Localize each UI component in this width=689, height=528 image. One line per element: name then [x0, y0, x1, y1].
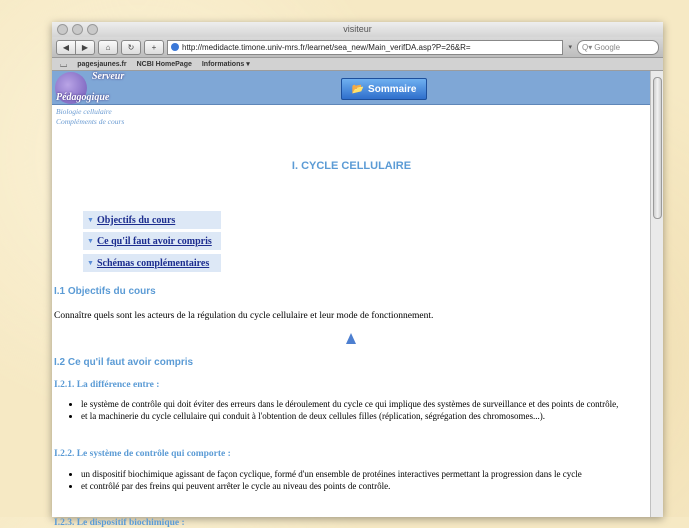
objectifs-text: Connaître quels sont les acteurs de la régulation du cycle cellulaire et leur mode de fonctionnement. [54, 311, 434, 321]
section-heading-objectifs: I.1 Objectifs du cours [54, 286, 156, 297]
subsection-heading-controle: I.2.2. Le système de contrôle qui comporte : [54, 449, 231, 459]
logo-subtitle-1: Biologie cellulaire [56, 107, 112, 116]
search-field[interactable] [577, 40, 659, 55]
add-bookmark-button[interactable] [144, 40, 164, 55]
toc-item-objectifs [83, 211, 221, 229]
reload-icon: ↻ [127, 42, 135, 52]
toc-link-objectifs[interactable]: Objectifs du cours [96, 214, 176, 226]
home-icon: ⌂ [105, 42, 111, 52]
nav-buttons [56, 40, 95, 55]
forward-arrow-icon: ▶ [81, 42, 89, 52]
triangle-down-icon: ▼ [87, 259, 94, 267]
section-heading-compris: I.2 Ce qu'il faut avoir compris [54, 357, 194, 368]
sommaire-label: Sommaire [368, 83, 417, 95]
toc-link-compris[interactable]: Ce qu'il faut avoir compris [96, 235, 212, 247]
list-item: • un dispositif biochimique agissant de façon cyclique, formé d'un ensemble de protéines interactives permettant la progression dans le cycle [81, 469, 643, 480]
subsection-heading-difference: I.2.1. La différence entre : [54, 380, 160, 390]
globe-icon [171, 43, 179, 51]
browser-window [52, 22, 663, 528]
plus-icon: + [151, 42, 157, 52]
toc-item-compris [83, 232, 221, 250]
zoom-window-button[interactable] [87, 24, 98, 35]
window-controls [57, 24, 98, 35]
back-to-top-icon[interactable] [346, 333, 356, 344]
address-text: http://medidacte.timone.univ-mrs.fr/learnet/sea_new/Main_verifDA.asp?P=26&R= [182, 42, 471, 52]
logo-text-line1: Serveur [92, 71, 125, 82]
bookmarks-bar [52, 58, 663, 71]
list-item: • le système de contrôle qui doit éviter des erreurs dans le déroulement du cycle ce qui implique des systèmes de surveillance et des points de contrôle, [81, 399, 643, 410]
triangle-down-icon: ▼ [87, 216, 94, 224]
page-content [52, 71, 651, 528]
bookmark-pagesjaunes[interactable]: pagesjaunes.fr [77, 60, 127, 68]
title-bar [52, 22, 663, 37]
forward-button[interactable] [76, 40, 95, 55]
chevron-down-icon[interactable]: ▾ [568, 44, 572, 51]
toc-link-schemas[interactable]: Schémas complémentaires [96, 257, 210, 269]
close-window-button[interactable] [57, 24, 68, 35]
toc-item-schemas [83, 254, 221, 272]
list-item: • et la machinerie du cycle cellulaire qui conduit à l'obtention de deux cellules filles (réplication, ségrégation des chromosomes...). [81, 411, 643, 422]
site-banner [52, 71, 651, 105]
bookmark-ncbi[interactable]: NCBI HomePage [136, 60, 192, 68]
page-title: I. CYCLE CELLULAIRE [291, 160, 412, 172]
search-placeholder: Google [594, 42, 621, 52]
vertical-scrollbar[interactable] [650, 71, 663, 517]
search-icon: Q▾ [582, 42, 593, 52]
subsection-heading-dispositif: I.2.3. Le dispositif biochimique : [54, 518, 185, 528]
list-item: • et contrôlé par des freins qui peuvent arrêter le cycle au niveau des points de contrôle. [81, 481, 643, 492]
address-bar[interactable] [167, 40, 563, 55]
book-icon[interactable]: ⌴ [60, 58, 68, 69]
folder-icon: 📂 [351, 83, 365, 95]
logo-text-line2: Pédagogique [56, 92, 110, 103]
minimize-window-button[interactable] [72, 24, 83, 35]
window-title: visiteur [343, 24, 372, 34]
triangle-down-icon: ▼ [87, 237, 94, 245]
bookmark-informations[interactable]: Informations ▾ [201, 61, 250, 68]
difference-list [52, 399, 643, 423]
reload-button[interactable] [121, 40, 141, 55]
sommaire-button[interactable] [341, 78, 427, 100]
back-arrow-icon: ◀ [62, 42, 70, 52]
browser-toolbar [52, 37, 663, 58]
scroll-thumb[interactable] [653, 77, 662, 219]
controle-list [52, 469, 643, 493]
home-button[interactable] [98, 40, 118, 55]
back-button[interactable] [56, 40, 76, 55]
logo-subtitle-2: Compléments de cours [56, 117, 125, 126]
